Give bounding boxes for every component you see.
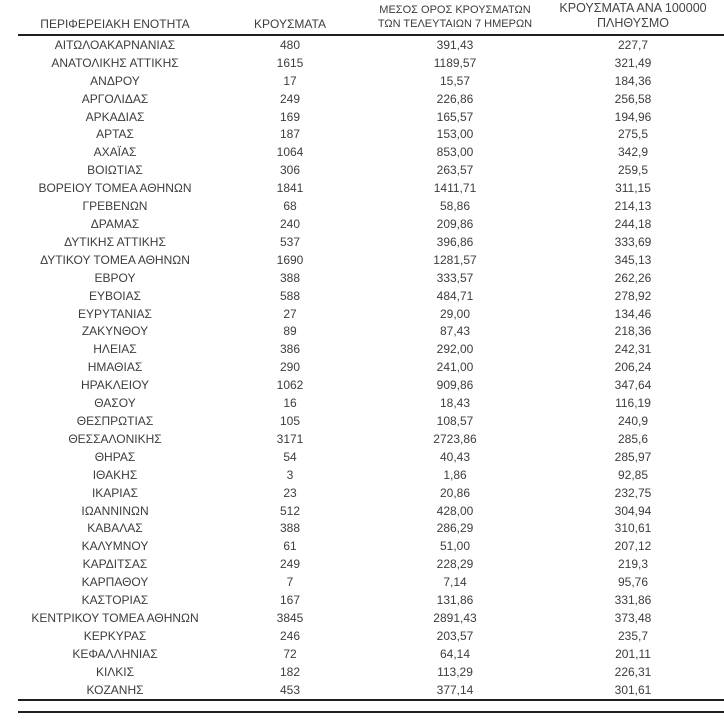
- column-header-region: [18, 17, 212, 34]
- cell-cases: 306: [279, 163, 301, 178]
- cell-region: ΚΙΛΚΙΣ: [95, 664, 135, 679]
- cell-per100k: 321,49: [614, 55, 652, 70]
- cell-region: ΔΥΤΙΚΗΣ ΑΤΤΙΚΗΣ: [64, 234, 166, 249]
- cell-cases: 588: [279, 288, 301, 303]
- cell-per100k: 242,31: [614, 342, 652, 357]
- table-row: [18, 358, 724, 376]
- table-row: [18, 215, 724, 233]
- table-row: [18, 72, 724, 90]
- cell-per100k: 214,13: [614, 199, 652, 214]
- cell-avg7: 1411,71: [433, 181, 477, 196]
- cell-avg7: 484,71: [436, 288, 474, 303]
- table-row: [18, 108, 724, 126]
- table-row: [18, 323, 724, 341]
- regional-cases-table: [18, 0, 724, 713]
- cell-region: ΙΘΑΚΗΣ: [92, 467, 138, 482]
- cell-region: ΑΡΓΟΛΙΔΑΣ: [81, 91, 149, 106]
- cell-avg7: 1189,57: [433, 55, 477, 70]
- cell-region: ΚΑΡΔΙΤΣΑΣ: [82, 557, 148, 572]
- cell-per100k: 285,6: [617, 431, 649, 446]
- cell-avg7: 377,14: [436, 682, 474, 697]
- cell-cases: 386: [279, 342, 301, 357]
- table-row: [18, 573, 724, 591]
- cell-cases: 1064: [276, 145, 304, 160]
- cell-cases: 453: [279, 682, 301, 697]
- cell-region: ΚΑΛΥΜΝΟΥ: [81, 539, 149, 554]
- table-row: [18, 251, 724, 269]
- cell-per100k: 244,18: [614, 217, 652, 232]
- cell-per100k: 235,7: [617, 628, 649, 643]
- cell-per100k: 304,94: [614, 503, 652, 518]
- table-row: [18, 591, 724, 609]
- cell-per100k: 206,24: [614, 360, 652, 375]
- cell-cases: 249: [279, 557, 301, 572]
- cell-cases: 17: [283, 73, 297, 88]
- cell-cases: 512: [279, 503, 301, 518]
- cell-avg7: 209,86: [436, 217, 474, 232]
- cell-avg7: 241,00: [436, 360, 474, 375]
- cell-avg7: 853,00: [436, 145, 474, 160]
- column-header-avg7-line2: ΤΩΝ ΤΕΛΕΥΤΑΙΩΝ 7 ΗΜΕΡΩΝ: [377, 18, 533, 30]
- table-row: [18, 645, 724, 663]
- cell-avg7: 286,29: [436, 521, 474, 536]
- cell-per100k: 227,7: [617, 37, 649, 52]
- cell-per100k: 256,58: [614, 91, 652, 106]
- table-row: [18, 502, 724, 520]
- cell-per100k: 201,11: [615, 646, 651, 661]
- cell-per100k: 207,12: [614, 539, 652, 554]
- table-row: [18, 537, 724, 555]
- cell-cases: 7: [286, 575, 294, 590]
- cell-avg7: 131,86: [436, 593, 474, 608]
- cell-cases: 3845: [276, 610, 304, 625]
- table-row: [18, 663, 724, 681]
- cell-avg7: 1,86: [443, 467, 467, 482]
- table-row: [18, 90, 724, 108]
- cell-cases: 182: [279, 664, 301, 679]
- table-row: [18, 484, 724, 502]
- table-row: [18, 233, 724, 251]
- table-row: [18, 161, 724, 179]
- cell-region: ΒΟΡΕΙΟΥ ΤΟΜΕΑ ΑΘΗΝΩΝ: [38, 181, 192, 196]
- cell-cases: 27: [283, 306, 297, 321]
- cell-cases: 16: [283, 396, 297, 411]
- cell-per100k: 240,9: [617, 413, 649, 428]
- cell-region: ΚΕΡΚΥΡΑΣ: [83, 628, 147, 643]
- cell-cases: 388: [279, 270, 301, 285]
- cell-per100k: 342,9: [617, 145, 649, 160]
- column-header-cases-label: ΚΡΟΥΣΜΑΤΑ: [254, 17, 326, 31]
- cell-region: ΖΑΚΥΝΘΟΥ: [81, 324, 149, 339]
- cell-per100k: 95,76: [617, 575, 649, 590]
- cell-region: ΚΑΒΑΛΑΣ: [87, 521, 143, 536]
- cell-region: ΚΑΣΤΟΡΙΑΣ: [81, 593, 149, 608]
- cell-per100k: 310,61: [614, 521, 652, 536]
- cell-per100k: 311,15: [615, 181, 651, 196]
- cell-region: ΓΡΕΒΕΝΩΝ: [82, 199, 148, 214]
- cell-avg7: 909,86: [436, 378, 474, 393]
- table-row: [18, 448, 724, 466]
- cell-per100k: 219,3: [617, 557, 649, 572]
- cell-avg7: 18,43: [439, 396, 471, 411]
- cell-cases: 246: [279, 628, 301, 643]
- cell-avg7: 51,00: [439, 539, 471, 554]
- cell-per100k: 262,26: [614, 270, 652, 285]
- table-row: [18, 466, 724, 484]
- table-row: [18, 394, 724, 412]
- column-header-per100k-line1: ΚΡΟΥΣΜΑΤΑ ΑΝΑ 100000: [559, 1, 707, 15]
- table-row: [18, 179, 724, 197]
- cell-cases: 1062: [276, 378, 304, 393]
- cell-per100k: 285,97: [614, 449, 652, 464]
- cell-avg7: 113,29: [437, 664, 473, 679]
- cell-per100k: 331,86: [614, 593, 652, 608]
- cell-avg7: 228,29: [436, 557, 474, 572]
- cell-region: ΗΡΑΚΛΕΙΟΥ: [80, 378, 150, 393]
- table-header-row: [18, 0, 724, 36]
- cell-cases: 105: [279, 413, 301, 428]
- table-row: [18, 376, 724, 394]
- cell-per100k: 226,31: [614, 664, 652, 679]
- table-row: [18, 555, 724, 573]
- column-header-cases: [212, 17, 368, 34]
- cell-region: ΕΒΡΟΥ: [94, 270, 136, 285]
- cell-cases: 537: [279, 234, 301, 249]
- cell-per100k: 347,64: [614, 378, 652, 393]
- cell-avg7: 2723,86: [433, 431, 477, 446]
- table-row: [18, 287, 724, 305]
- cell-per100k: 92,85: [617, 467, 649, 482]
- cell-cases: 249: [279, 91, 301, 106]
- column-header-avg7: [368, 3, 542, 34]
- cell-region: ΙΩΑΝΝΙΝΩΝ: [81, 503, 149, 518]
- cell-region: ΑΝΑΤΟΛΙΚΗΣ ΑΤΤΙΚΗΣ: [51, 55, 179, 70]
- cell-cases: 72: [283, 646, 297, 661]
- cell-cases: 1615: [276, 55, 304, 70]
- cell-region: ΔΡΑΜΑΣ: [90, 217, 140, 232]
- cell-avg7: 29,00: [439, 306, 471, 321]
- table-row: [18, 412, 724, 430]
- cell-cases: 240: [279, 217, 301, 232]
- cell-region: ΑΧΑΪΑΣ: [93, 145, 137, 160]
- cell-cases: 167: [279, 593, 301, 608]
- cell-per100k: 194,96: [614, 109, 652, 124]
- cell-region: ΕΥΒΟΙΑΣ: [88, 288, 142, 303]
- cell-per100k: 232,75: [614, 485, 652, 500]
- cell-per100k: 275,5: [617, 127, 649, 142]
- table-row: [18, 681, 724, 699]
- cell-avg7: 203,57: [436, 628, 474, 643]
- cell-avg7: 58,86: [439, 199, 471, 214]
- cell-region: ΚΟΖΑΝΗΣ: [86, 682, 144, 697]
- cell-region: ΘΗΡΑΣ: [94, 449, 136, 464]
- cell-cases: 61: [283, 539, 297, 554]
- cell-cases: 3171: [276, 431, 304, 446]
- cell-region: ΑΡΤΑΣ: [96, 127, 134, 142]
- cell-cases: 89: [283, 324, 297, 339]
- cell-avg7: 15,57: [439, 73, 471, 88]
- cell-cases: 3: [286, 467, 294, 482]
- cell-region: ΙΚΑΡΙΑΣ: [91, 485, 139, 500]
- cell-cases: 290: [279, 360, 301, 375]
- cell-per100k: 116,19: [615, 396, 651, 411]
- cell-avg7: 40,43: [439, 449, 471, 464]
- cell-avg7: 292,00: [436, 342, 474, 357]
- cell-cases: 187: [279, 127, 301, 142]
- cell-region: ΔΥΤΙΚΟΥ ΤΟΜΕΑ ΑΘΗΝΩΝ: [40, 252, 190, 267]
- cell-avg7: 2891,43: [433, 610, 477, 625]
- cell-cases: 169: [279, 109, 301, 124]
- cell-per100k: 184,36: [614, 73, 652, 88]
- cell-region: ΚΕΦΑΛΛΗΝΙΑΣ: [72, 646, 158, 661]
- cell-avg7: 7,14: [443, 575, 467, 590]
- table-row: [18, 609, 724, 627]
- cell-cases: 388: [279, 521, 301, 536]
- cell-region: ΘΑΣΟΥ: [94, 396, 136, 411]
- cell-cases: 1841: [276, 181, 304, 196]
- table-row: [18, 305, 724, 323]
- cell-per100k: 134,46: [614, 306, 652, 321]
- table-row: [18, 197, 724, 215]
- cell-avg7: 153,00: [436, 127, 474, 142]
- cell-region: ΑΙΤΩΛΟΑΚΑΡΝΑΝΙΑΣ: [54, 37, 176, 52]
- table-row: [18, 430, 724, 448]
- cell-per100k: 345,13: [614, 252, 652, 267]
- cell-cases: 23: [283, 485, 297, 500]
- cell-per100k: 218,36: [614, 324, 652, 339]
- cell-per100k: 259,5: [617, 163, 649, 178]
- cell-avg7: 87,43: [439, 324, 471, 339]
- cell-region: ΒΟΙΩΤΙΑΣ: [87, 163, 143, 178]
- cell-cases: 1690: [276, 252, 304, 267]
- cell-cases: 480: [279, 37, 301, 52]
- table-row: [18, 269, 724, 287]
- cell-region: ΗΛΕΙΑΣ: [93, 342, 137, 357]
- cell-avg7: 263,57: [436, 163, 474, 178]
- table-row: [18, 627, 724, 645]
- cell-per100k: 301,61: [614, 682, 652, 697]
- cell-avg7: 226,86: [436, 91, 474, 106]
- column-header-per100k-line2: ΠΛΗΘΥΣΜΟ: [597, 16, 669, 30]
- column-header-region-label: ΠΕΡΙΦΕΡΕΙΑΚΗ ΕΝΟΤΗΤΑ: [40, 17, 190, 31]
- cell-region: ΘΕΣΠΡΩΤΙΑΣ: [76, 413, 154, 428]
- cell-region: ΑΡΚΑΔΙΑΣ: [85, 109, 145, 124]
- cell-avg7: 20,86: [439, 485, 471, 500]
- cell-avg7: 108,57: [436, 413, 474, 428]
- cell-region: ΘΕΣΣΑΛΟΝΙΚΗΣ: [68, 431, 162, 446]
- table-row: [18, 126, 724, 144]
- cell-region: ΗΜΑΘΙΑΣ: [87, 360, 143, 375]
- table-row: [18, 143, 724, 161]
- cell-avg7: 333,57: [436, 270, 474, 285]
- cell-avg7: 165,57: [436, 109, 474, 124]
- cell-avg7: 64,14: [439, 646, 471, 661]
- cell-avg7: 1281,57: [433, 252, 477, 267]
- cell-per100k: 278,92: [614, 288, 652, 303]
- cell-avg7: 428,00: [436, 503, 474, 518]
- cell-per100k: 333,69: [614, 234, 652, 249]
- cell-per100k: 373,48: [614, 610, 652, 625]
- cell-region: ΚΕΝΤΡΙΚΟΥ ΤΟΜΕΑ ΑΘΗΝΩΝ: [31, 610, 199, 625]
- column-header-avg7-line1: ΜΕΣΟΣ ΟΡΟΣ ΚΡΟΥΣΜΑΤΩΝ: [379, 4, 531, 16]
- table-row: [18, 36, 724, 54]
- cell-cases: 68: [283, 199, 297, 214]
- table-row: [18, 519, 724, 537]
- bottom-rule: [18, 711, 724, 713]
- table-body: [18, 36, 724, 701]
- table-row: [18, 340, 724, 358]
- cell-region: ΚΑΡΠΑΘΟΥ: [81, 575, 149, 590]
- cell-avg7: 396,86: [436, 234, 474, 249]
- table-row: [18, 54, 724, 72]
- cell-cases: 54: [283, 449, 297, 464]
- cell-region: ΑΝΔΡΟΥ: [90, 73, 140, 88]
- column-header-per100k: [542, 1, 724, 34]
- cell-avg7: 391,43: [436, 37, 474, 52]
- cell-region: ΕΥΡΥΤΑΝΙΑΣ: [78, 306, 152, 321]
